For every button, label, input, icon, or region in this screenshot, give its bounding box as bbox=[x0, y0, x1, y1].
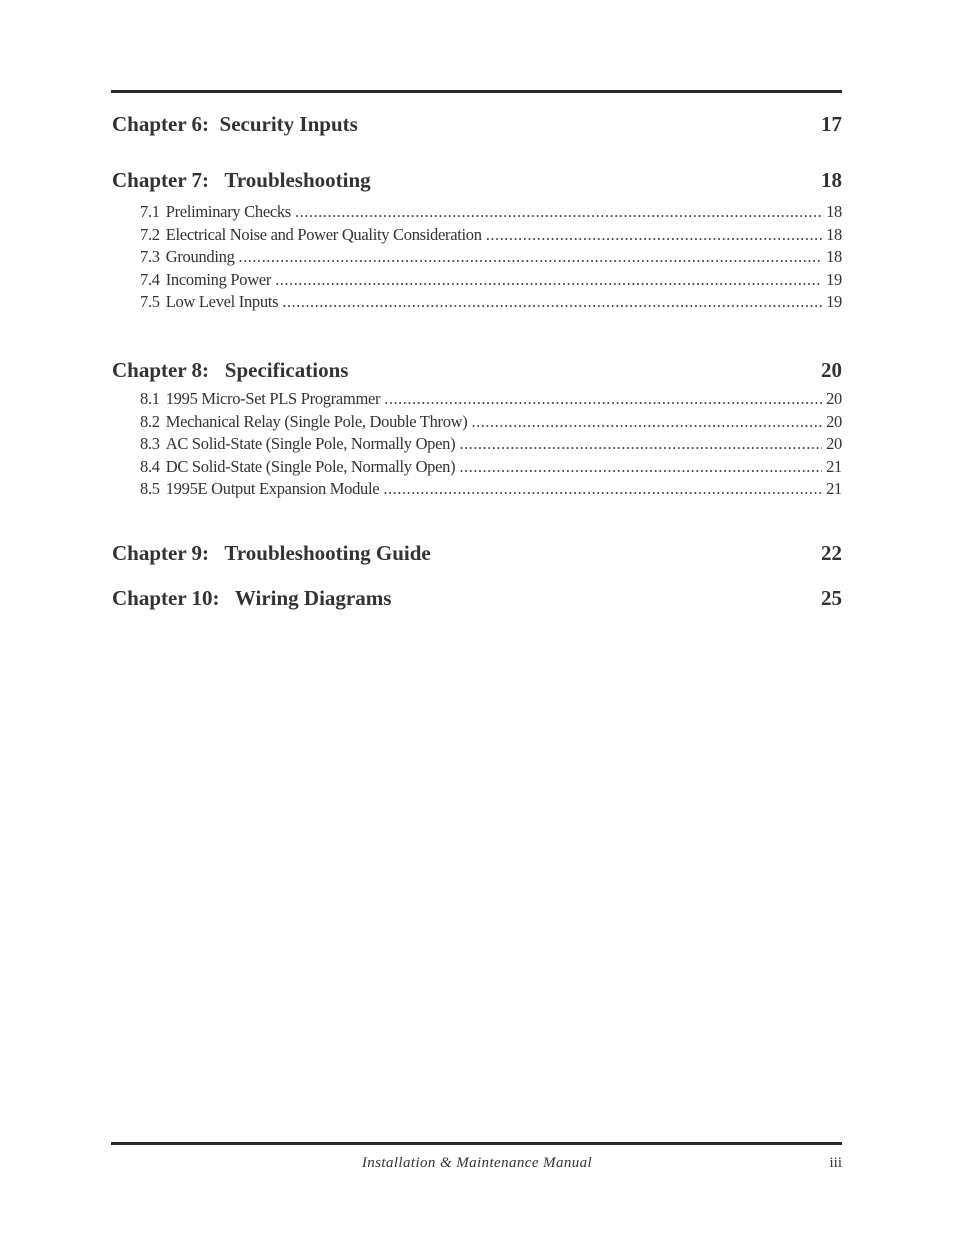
toc-entry-8-1[interactable] bbox=[140, 389, 842, 412]
toc-chapter-10[interactable] bbox=[112, 586, 842, 614]
toc-entry-8-3[interactable] bbox=[140, 434, 842, 457]
chapter-7-sections bbox=[140, 202, 842, 315]
dot-leader bbox=[282, 292, 822, 312]
section-page: 21 bbox=[826, 456, 842, 476]
dot-leader bbox=[239, 247, 823, 267]
chapter-title: Chapter 8: Specifications bbox=[112, 358, 349, 382]
section-title: Incoming Power bbox=[165, 269, 272, 289]
toc-entry-7-4[interactable] bbox=[140, 270, 842, 293]
section-number: 8.2 bbox=[140, 411, 160, 431]
section-title: 1995 Micro-Set PLS Programmer bbox=[165, 389, 381, 408]
section-number: 7.5 bbox=[140, 292, 160, 311]
chapter-page: 17 bbox=[821, 112, 842, 136]
section-page: 18 bbox=[826, 224, 842, 244]
section-number: 8.5 bbox=[140, 479, 160, 498]
toc-entry-7-5[interactable] bbox=[140, 292, 842, 315]
section-page: 20 bbox=[826, 411, 842, 431]
dot-leader bbox=[486, 225, 822, 245]
section-title: Mechanical Relay (Single Pole, Double Throw) bbox=[165, 411, 468, 431]
chapter-title: Chapter 10: Wiring Diagrams bbox=[112, 586, 392, 610]
section-page: 18 bbox=[826, 247, 842, 266]
section-title: AC Solid-State (Single Pole, Normally Open) bbox=[165, 434, 456, 453]
section-title: 1995E Output Expansion Module bbox=[165, 479, 380, 498]
dot-leader bbox=[275, 270, 822, 290]
chapter-page: 22 bbox=[821, 541, 842, 565]
dot-leader bbox=[383, 479, 822, 499]
toc-entry-7-1[interactable] bbox=[140, 202, 842, 225]
toc-entry-8-5[interactable] bbox=[140, 479, 842, 502]
section-title: Preliminary Checks bbox=[165, 202, 291, 221]
section-page: 19 bbox=[826, 292, 842, 311]
section-number: 8.4 bbox=[140, 456, 160, 476]
section-page: 20 bbox=[826, 434, 842, 453]
section-number: 7.4 bbox=[140, 269, 160, 289]
section-title: Low Level Inputs bbox=[165, 292, 279, 311]
toc-chapter-8[interactable] bbox=[112, 358, 842, 386]
section-number: 8.1 bbox=[140, 389, 160, 408]
chapter-page: 18 bbox=[821, 168, 842, 192]
chapter-title: Chapter 6: Security Inputs bbox=[112, 112, 358, 136]
dot-leader bbox=[459, 457, 822, 477]
chapter-page: 25 bbox=[821, 586, 842, 610]
dot-leader bbox=[384, 389, 822, 409]
section-page: 20 bbox=[826, 389, 842, 408]
chapter-page: 20 bbox=[821, 358, 842, 382]
section-title: Grounding bbox=[165, 247, 235, 266]
section-page: 19 bbox=[826, 269, 842, 289]
section-title: Electrical Noise and Power Quality Consideration bbox=[165, 224, 482, 244]
footer-page-number: iii bbox=[829, 1155, 842, 1171]
toc-chapter-6[interactable] bbox=[112, 112, 842, 140]
footer-title: Installation & Maintenance Manual bbox=[361, 1155, 593, 1171]
toc-entry-7-3[interactable] bbox=[140, 247, 842, 270]
section-number: 7.1 bbox=[140, 202, 160, 221]
chapter-title: Chapter 9: Troubleshooting Guide bbox=[112, 541, 431, 565]
chapter-title: Chapter 7: Troubleshooting bbox=[112, 168, 371, 192]
chapter-8-sections bbox=[140, 389, 842, 502]
toc-entry-8-2[interactable] bbox=[140, 412, 842, 435]
toc-chapter-9[interactable] bbox=[112, 541, 842, 569]
dot-leader bbox=[295, 202, 822, 222]
section-number: 8.3 bbox=[140, 434, 160, 453]
section-number: 7.2 bbox=[140, 224, 160, 244]
header-rule bbox=[111, 90, 842, 93]
section-page: 21 bbox=[826, 479, 842, 498]
toc-entry-8-4[interactable] bbox=[140, 457, 842, 480]
dot-leader bbox=[472, 412, 823, 432]
section-page: 18 bbox=[826, 202, 842, 221]
toc-chapter-7[interactable] bbox=[112, 168, 842, 196]
toc-entry-7-2[interactable] bbox=[140, 225, 842, 248]
dot-leader bbox=[459, 434, 822, 454]
section-number: 7.3 bbox=[140, 247, 160, 266]
section-title: DC Solid-State (Single Pole, Normally Open) bbox=[165, 456, 456, 476]
footer-rule bbox=[111, 1142, 842, 1145]
